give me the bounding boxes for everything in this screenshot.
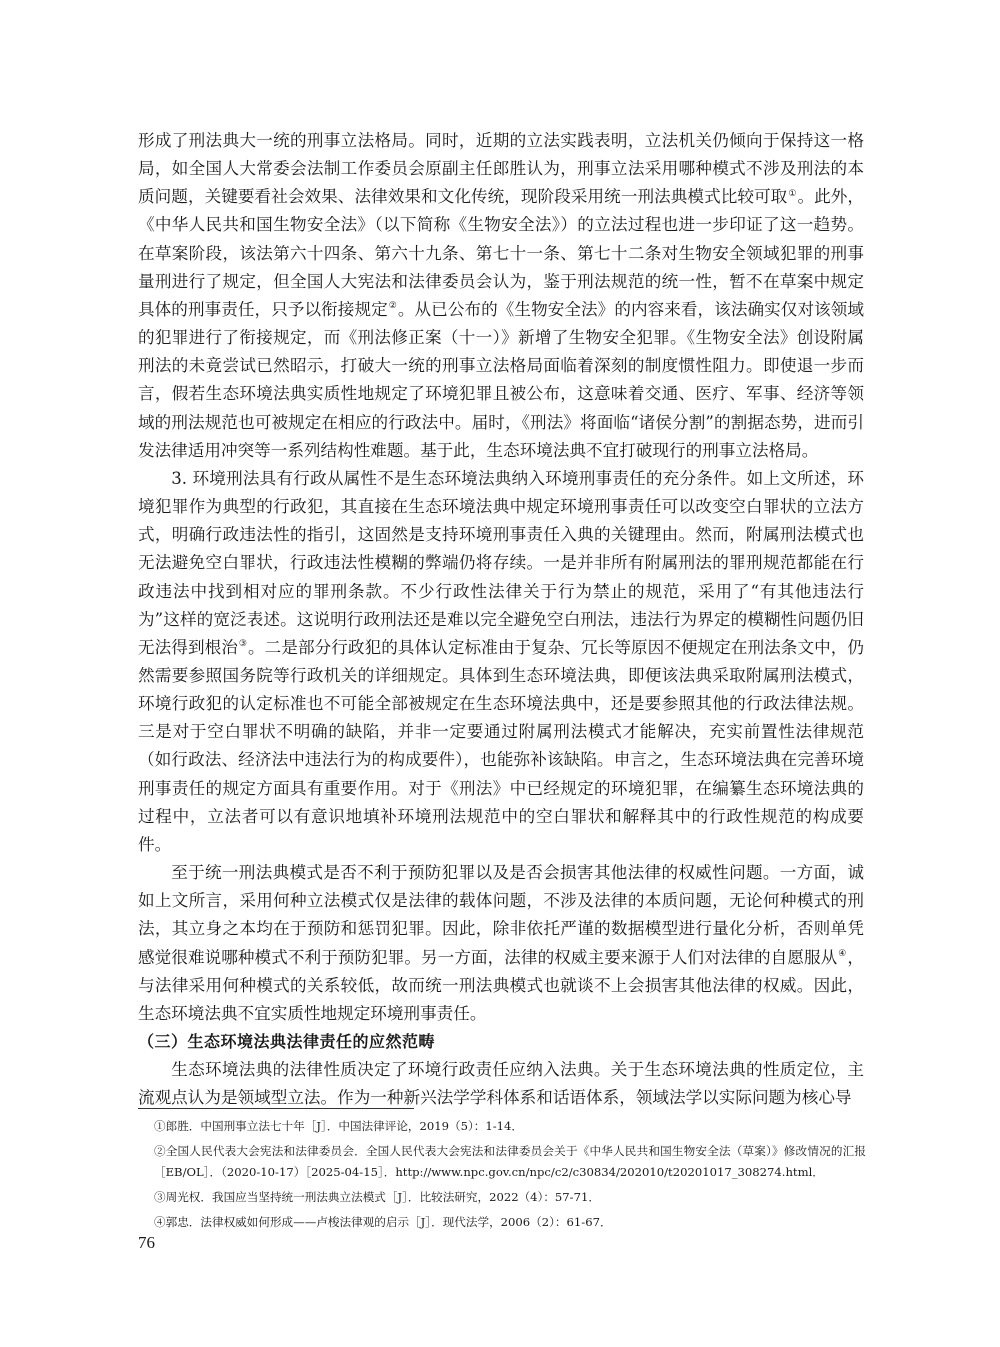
- paragraph-1: [138, 127, 864, 465]
- footnote-4: ④郭忠．法律权威如何形成——卢梭法律观的启示［J］．现代法学，2006（2）：61-67．: [154, 1215, 612, 1229]
- footnote-ref-1[interactable]: ①: [788, 188, 797, 199]
- footnote-ref-4[interactable]: ④: [838, 949, 847, 959]
- paragraph-2-text-b: 。二是部分行政犯的具体认定标准由于复杂、冗长等原因不便规定在刑法条文中，仍然需要参照国务院等行政机关的详细规定。具体到生态环境法典，即便该法典采取附属刑法模式，环境行政犯的认定标准也不可能全部被规定在生态环境法典中，还是要参照其他的行政法律法规。三是对于空白罪状不明确的缺陷，并非一定要通过附属刑法模式才能解决，充实前置性法律规范（如行政法、经济法中违法行为的构成要件），也能弥补该缺陷。申言之，生态环境法典在完善环境刑事责任的规定方面具有重要作用。对于《刑法》中已经规定的环境犯罪，在编纂生态环境法典的过程中，立法者可以有意识地填补环境刑法规范中的空白罪状和解释其中的行政性规范的构成要件。: [138, 637, 864, 854]
- footnote-ref-3[interactable]: ③: [238, 639, 248, 650]
- page-number: 76: [138, 1233, 155, 1252]
- paragraph-3: [138, 859, 864, 1028]
- footnote-divider: [138, 1108, 414, 1109]
- paragraph-1-text-c: 。从已公布的《生物安全法》的内容来看，该法确实仅对该领域的犯罪进行了衔接规定，而《刑法修正案（十一）》新增了生物安全犯罪。《生物安全法》创设附属刑法的未竟尝试已然昭示，打破大一统的刑事立法格局面临着深刻的制度惯性阻力。即使退一步而言，假若生态环境法典实质性地规定了环境犯罪且被公布，这意味着交通、医疗、军事、经济等领域的刑法规范也可被规定在相应的行政法中。届时，《刑法》将面临“诸侯分割”的割据态势，进而引发法律适用冲突等一系列结构性难题。基于此，生态环境法典不宜打破现行的刑事立法格局。: [138, 299, 864, 460]
- paragraph-4: 生态环境法典的法律性质决定了环境行政责任应纳入法典。关于生态环境法典的性质定位，主流观点认为是领域型立法。作为一种新兴法学学科体系和话语体系，领域法学以实际问题为核心导: [138, 1060, 864, 1108]
- body-text: [138, 127, 864, 1112]
- document-page: [138, 0, 864, 1347]
- paragraph-2-text-a: 3. 环境刑法具有行政从属性不是生态环境法典纳入环境刑事责任的充分条件。如上文所述，环境犯罪作为典型的行政犯，其直接在生态环境法典中规定环境刑事责任可以改变空白罪状的立法方式，明确行政违法性的指引，这固然是支持环境刑事责任入典的关键理由。然而，附属刑法模式也无法避免空白罪状，行政违法性模糊的弊端仍将存续。一是并非所有附属刑法的罪刑规范都能在行政违法中找到相对应的罪刑条款。不少行政性法律关于行为禁止的规范，采用了“有其他违法行为”这样的宽泛表述。这说明行政刑法还是难以完全避免空白刑法，违法行为界定的模糊性问题仍旧无法得到根治: [138, 468, 864, 657]
- paragraph-3-text-b: ，与法律采用何种模式的关系较低，故而统一刑法典模式也就谈不上会损害其他法律的权威。因此，生态环境法典不宜实质性地规定环境刑事责任。: [138, 947, 864, 1023]
- footnote-3: ③周光权．我国应当坚持统一刑法典立法模式［J］．比较法研究，2022（4）：57-71．: [154, 1190, 600, 1204]
- footnote-2: ②全国人民代表大会宪法和法律委员会．全国人民代表大会宪法和法律委员会关于《中华人民共和国生物安全法（草案）》修改情况的汇报［EB/OL］．（2020-10-17）［2025-04-15］．http://www.npc.gov.cn/npc/c2/c30834/202010/t20201017_308274.html．: [154, 1144, 866, 1179]
- footnote-1: ①郎胜．中国刑事立法七十年［J］．中国法律评论，2019（5）：1-14．: [154, 1119, 524, 1133]
- paragraph-3-text-a: 至于统一刑法典模式是否不利于预防犯罪以及是否会损害其他法律的权威性问题。一方面，诚如上文所言，采用何种立法模式仅是法律的载体问题，不涉及法律的本质问题，无论何种模式的刑法，其立身之本均在于预防和惩罚犯罪。因此，除非依托严谨的数据模型进行量化分析，否则单凭感觉很难说哪种模式不利于预防犯罪。另一方面，法律的权威主要来源于人们对法律的自愿服从: [138, 863, 864, 967]
- footnote-ref-2[interactable]: ②: [388, 301, 397, 312]
- paragraph-1-text-a: 形成了刑法典大一统的刑事立法格局。同时，近期的立法实践表明，立法机关仍倾向于保持这一格局，如全国人大常委会法制工作委员会原副主任郎胜认为，刑事立法采用哪种模式不涉及刑法的本质问题，关键要看社会效果、法律效果和文化传统，现阶段采用统一刑法典模式比较可取: [138, 131, 864, 207]
- paragraph-2: [138, 465, 864, 859]
- paragraph-1-text-b: 。此外，《中华人民共和国生物安全法》（以下简称《生物安全法》）的立法过程也进一步印证了这一趋势。在草案阶段，该法第六十四条、第六十九条、第七十一条、第七十二条对生物安全领域犯罪的刑事量刑进行了规定，但全国人大宪法和法律委员会认为，鉴于刑法规范的统一性，暂不在草案中规定具体的刑事责任，只予以衔接规定: [138, 187, 864, 319]
- section-heading: （三）生态环境法典法律责任的应然范畴: [138, 1032, 436, 1051]
- footnotes: [154, 1116, 866, 1237]
